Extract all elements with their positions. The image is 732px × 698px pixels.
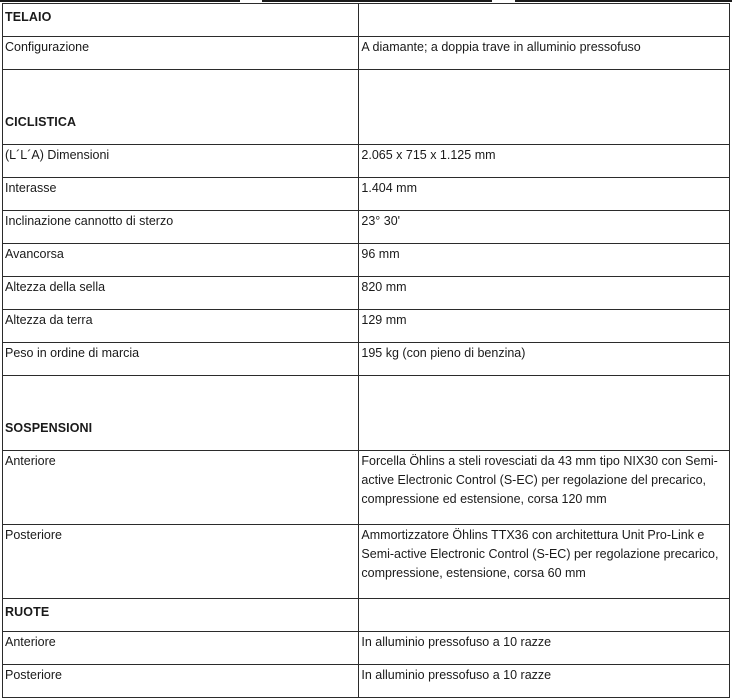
spec-value: 2.065 x 715 x 1.125 mm: [359, 145, 730, 178]
spec-value: In alluminio pressofuso a 10 razze: [359, 632, 730, 665]
table-row: [3, 37, 730, 70]
section-header-ciclistica: [3, 70, 730, 145]
spec-label: Altezza da terra: [3, 310, 359, 343]
table-row: [3, 211, 730, 244]
spec-value: Ammortizzatore Öhlins TTX36 con architettura Unit Pro-Link e Semi-active Electronic Control (S-EC) per regolazione precarico, compressione, estensione, corsa 60 mm: [359, 525, 730, 599]
spec-label: Inclinazione cannotto di sterzo: [3, 211, 359, 244]
spec-label: Posteriore: [3, 525, 359, 599]
table-row: [3, 451, 730, 525]
spec-label: Avancorsa: [3, 244, 359, 277]
section-title: RUOTE: [3, 599, 359, 632]
section-title: TELAIO: [3, 4, 359, 37]
table-row: [3, 632, 730, 665]
table-row: [3, 665, 730, 698]
section-title: SOSPENSIONI: [3, 376, 359, 451]
spec-label: (L´L´A) Dimensioni: [3, 145, 359, 178]
empty-cell: [359, 70, 730, 145]
section-title: CICLISTICA: [3, 70, 359, 145]
spec-value: A diamante; a doppia trave in alluminio pressofuso: [359, 37, 730, 70]
section-header-ruote: [3, 599, 730, 632]
spec-value: 129 mm: [359, 310, 730, 343]
table-row: [3, 145, 730, 178]
specifications-table: [2, 3, 730, 698]
spec-label: Anteriore: [3, 632, 359, 665]
table-row: [3, 178, 730, 211]
section-header-telaio: [3, 4, 730, 37]
spec-label: Peso in ordine di marcia: [3, 343, 359, 376]
table-row: [3, 525, 730, 599]
table-row: [3, 310, 730, 343]
spec-value: 820 mm: [359, 277, 730, 310]
table-row: [3, 244, 730, 277]
spec-value: 96 mm: [359, 244, 730, 277]
spec-label: Posteriore: [3, 665, 359, 698]
spec-label: Interasse: [3, 178, 359, 211]
spec-value: Forcella Öhlins a steli rovesciati da 43 mm tipo NIX30 con Semi-active Electronic Control (S-EC) per regolazione del precarico, compressione ed estensione, corsa 120 mm: [359, 451, 730, 525]
spec-value: 1.404 mm: [359, 178, 730, 211]
section-header-sospensioni: [3, 376, 730, 451]
spec-label: Altezza della sella: [3, 277, 359, 310]
spec-value: 23° 30': [359, 211, 730, 244]
empty-cell: [359, 599, 730, 632]
table-row: [3, 343, 730, 376]
spec-value: In alluminio pressofuso a 10 razze: [359, 665, 730, 698]
empty-cell: [359, 4, 730, 37]
spec-value: 195 kg (con pieno di benzina): [359, 343, 730, 376]
table-row: [3, 277, 730, 310]
spec-label: Anteriore: [3, 451, 359, 525]
empty-cell: [359, 376, 730, 451]
spec-label: Configurazione: [3, 37, 359, 70]
